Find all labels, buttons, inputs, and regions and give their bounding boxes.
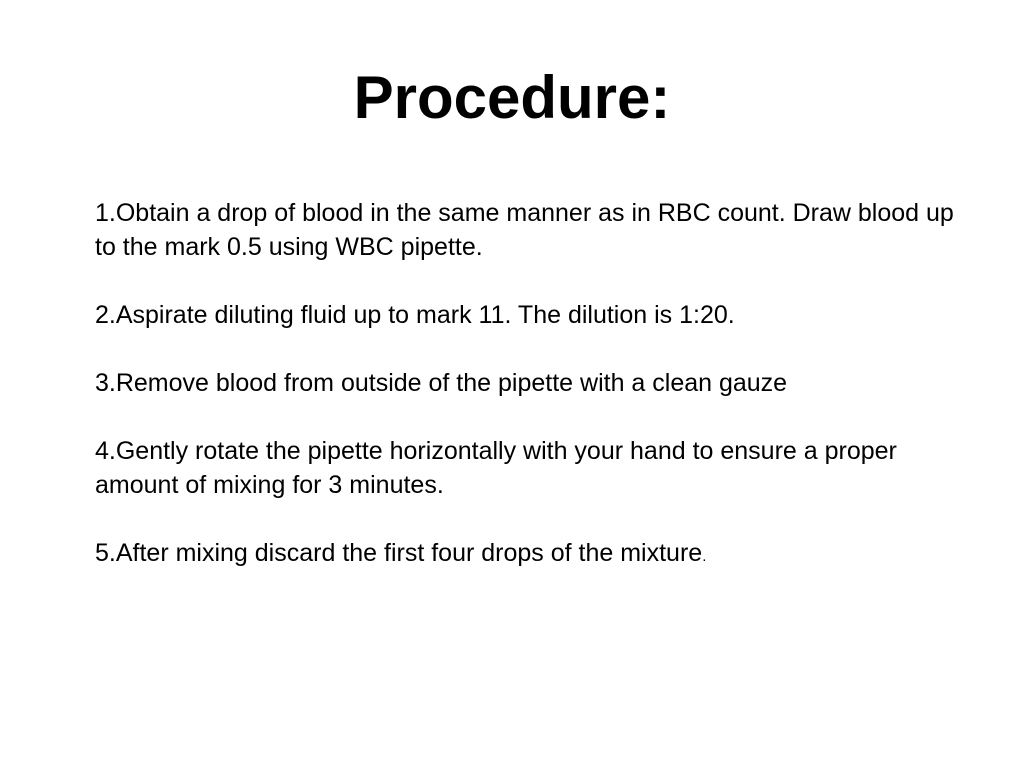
step-5-trailing-period: .: [702, 548, 707, 565]
step-3: 3.Remove blood from outside of the pipette with a clean gauze: [95, 369, 788, 397]
step-5-text: 5.After mixing discard the first four drops of the mixture: [95, 539, 703, 567]
slide-title: Procedure:: [353, 64, 671, 131]
step-5: [95, 536, 975, 574]
procedure-steps: [95, 196, 975, 608]
step-1: 1.Obtain a drop of blood in the same manner as in RBC count. Draw blood up to the mark 0.5 using WBC pipette.: [95, 199, 954, 261]
step-2: 2.Aspirate diluting fluid up to mark 11. The dilution is 1:20.: [95, 301, 735, 329]
step-4: 4.Gently rotate the pipette horizontally with your hand to ensure a proper amount of mixing for 3 minutes.: [95, 437, 897, 499]
